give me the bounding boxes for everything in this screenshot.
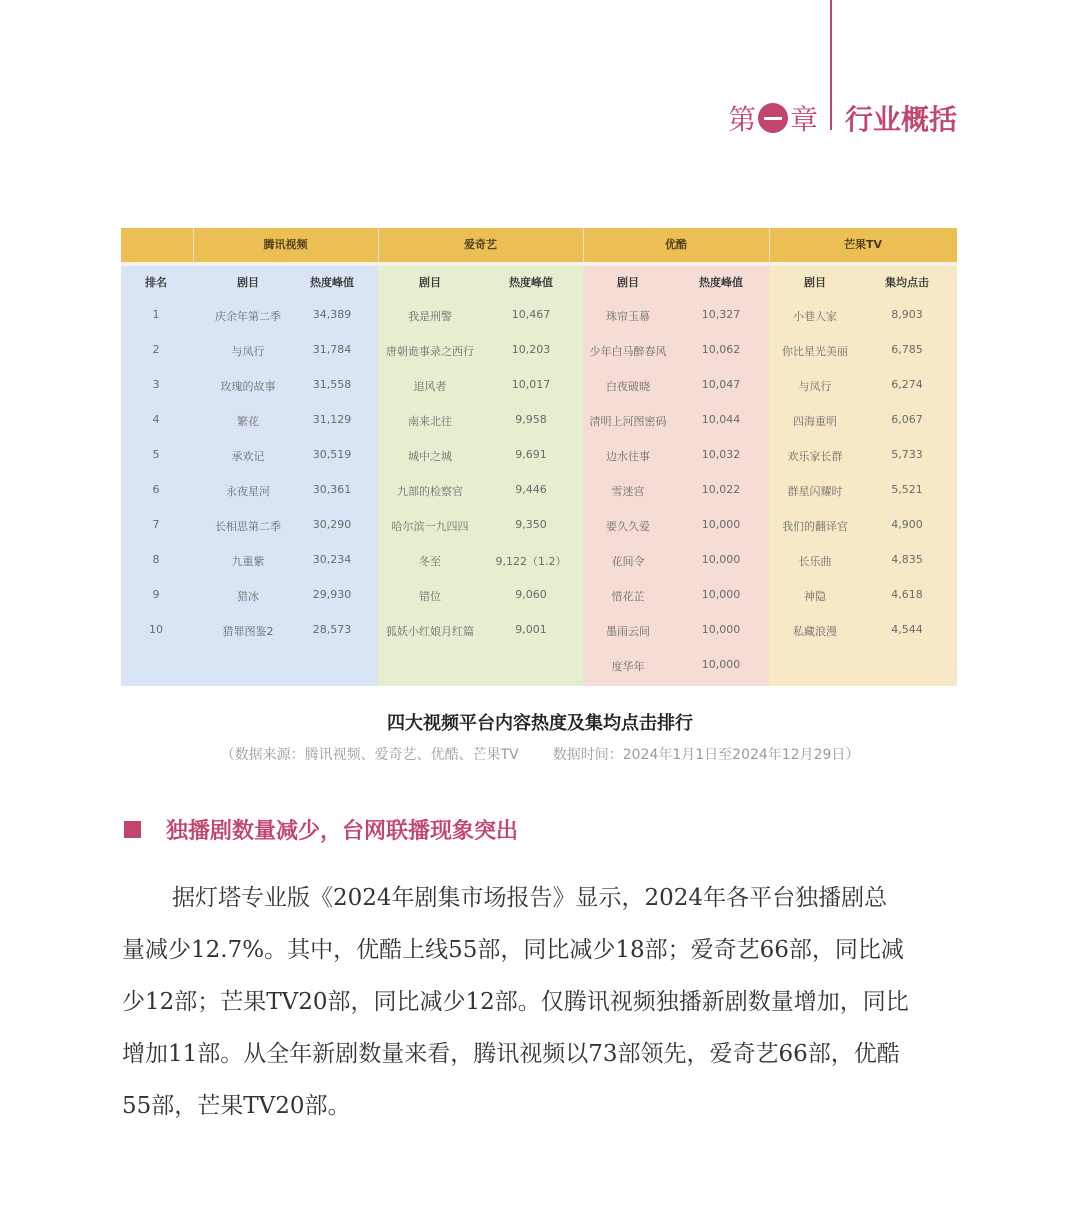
body-paragraph [122,872,967,1132]
mango-title-cell: 小巷人家 [793,310,837,323]
tencent-title-cell: 永夜星河 [226,485,270,498]
time-text: 数据时间：2024年1月1日至2024年12月29日） [552,747,860,763]
youku-heat-cell: 10,044 [701,413,741,426]
tencent-heat-cell: 30,519 [312,448,352,461]
column-header: 排名 [145,276,167,289]
mango-title-cell: 四海重明 [793,415,837,428]
mango-title-cell: 与凤行 [798,380,832,393]
mango-title-cell: 长乐曲 [798,555,832,568]
rank-cell: 6 [152,483,160,496]
youku-heat-cell: 10,062 [701,343,741,356]
youku-heat-cell: 10,327 [701,308,741,321]
table-source-note [0,744,1080,764]
mango-clicks-cell: 6,067 [891,413,923,426]
tencent-title-cell: 九重紫 [231,555,265,568]
header-divider-line [830,0,832,130]
rank-cell: 9 [152,588,160,601]
table-caption: 四大视频平台内容热度及集均点击排行 [387,713,693,734]
column-header: 热度峰值 [699,276,743,289]
section-title: 行业概括 [845,103,958,136]
chapter-label [728,98,818,138]
paragraph-line: 少12部；芒果TV20部，同比减少12部。仅腾讯视频独播新剧数量增加，同比 [122,989,909,1015]
tencent-heat-cell: 28,573 [312,623,352,636]
iqiyi-title-cell: 狐妖小红娘月红篇 [386,625,474,638]
rank-cell: 1 [152,308,160,321]
mango-clicks-cell: 5,521 [891,483,923,496]
mango-title-cell: 欢乐家长群 [787,450,843,463]
youku-title-cell: 清明上河图密码 [589,415,667,428]
column-header: 热度峰值 [310,276,354,289]
mango-clicks-cell: 4,618 [891,588,923,601]
iqiyi-heat-cell: 9,958 [515,413,547,426]
iqiyi-heat-cell: 10,467 [511,308,551,321]
paragraph-line: 量减少12.7%。其中，优酷上线55部，同比减少18部；爱奇艺66部，同比减 [122,937,904,963]
iqiyi-title-cell: 城中之城 [408,450,452,463]
youku-title-cell: 要久久爱 [606,520,650,533]
column-header: 剧目 [419,276,441,289]
mango-clicks-cell: 6,785 [891,343,923,356]
iqiyi-title-cell: 南来北往 [408,415,452,428]
tencent-heat-cell: 30,234 [312,553,352,566]
mango-clicks-cell: 5,733 [891,448,923,461]
column-header: 剧目 [237,276,259,289]
mango-clicks-cell: 4,835 [891,553,923,566]
tencent-heat-cell: 31,558 [312,378,352,391]
mango-clicks-cell: 6,274 [891,378,923,391]
iqiyi-heat-cell: 9,001 [515,623,547,636]
youku-title-cell: 少年白马醉春风 [589,345,667,358]
youku-title-cell: 花间令 [611,555,645,568]
rank-cell: 10 [149,623,163,636]
tencent-title-cell: 长相思第二季 [215,520,281,533]
tencent-heat-cell: 29,930 [312,588,352,601]
iqiyi-heat-cell: 10,017 [511,378,551,391]
paragraph-line: 据灯塔专业版《2024年剧集市场报告》显示，2024年各平台独播剧总 [172,885,888,911]
chapter-number-badge [758,103,788,133]
youku-heat-cell: 10,000 [701,658,741,671]
section-heading: 独播剧数量减少，台网联播现象突出 [166,819,519,844]
youku-title-cell: 墨雨云间 [606,625,650,638]
column-header: 剧目 [617,276,639,289]
youku-heat-cell: 10,000 [701,518,741,531]
ranking-table [121,228,957,686]
tencent-heat-cell: 30,361 [312,483,352,496]
iqiyi-title-cell: 哈尔滨一九四四 [391,520,469,533]
mango-title-cell: 我们的翻译官 [782,520,848,533]
platform-tencent: 腾讯视频 [263,238,308,251]
mango-title-cell: 神隐 [804,590,826,603]
tencent-heat-cell: 31,784 [312,343,352,356]
iqiyi-heat-cell: 9,060 [515,588,547,601]
youku-heat-cell: 10,000 [701,553,741,566]
column-header: 热度峰值 [509,276,553,289]
youku-heat-cell: 10,000 [701,588,741,601]
column-header: 剧目 [804,276,826,289]
iqiyi-heat-cell: 9,446 [515,483,547,496]
rank-cell: 2 [152,343,160,356]
mango-title-cell: 私藏浪漫 [793,625,837,638]
iqiyi-title-cell: 唐朝诡事录之西行 [386,345,474,358]
mango-clicks-cell: 8,903 [891,308,923,321]
mango-clicks-cell: 4,544 [891,623,923,636]
youku-title-cell: 度华年 [611,660,645,673]
youku-heat-cell: 10,047 [701,378,741,391]
tencent-title-cell: 繁花 [237,415,259,428]
youku-title-cell: 珠帘玉幕 [606,310,650,323]
tencent-heat-cell: 31,129 [312,413,352,426]
iqiyi-title-cell: 冬至 [419,555,441,568]
iqiyi-heat-cell: 9,350 [515,518,547,531]
source-text: （数据来源：腾讯视频、爱奇艺、优酷、芒果TV [220,747,519,763]
youku-heat-cell: 10,022 [701,483,741,496]
youku-heat-cell: 10,032 [701,448,741,461]
iqiyi-heat-cell: 9,122（1.2） [495,555,567,568]
platform-iqiyi: 爱奇艺 [464,238,497,251]
tencent-title-cell: 庆余年第二季 [215,310,281,323]
youku-title-cell: 惜花芷 [611,590,645,603]
paragraph-line: 增加11部。从全年新剧数量来看，腾讯视频以73部领先，爱奇艺66部，优酷 [122,1041,900,1067]
youku-heat-cell: 10,000 [701,623,741,636]
tencent-heat-cell: 34,389 [312,308,352,321]
tencent-title-cell: 与凤行 [231,345,265,358]
iqiyi-title-cell: 错位 [419,590,441,603]
mango-clicks-cell: 4,900 [891,518,923,531]
platform-mango: 芒果TV [843,238,883,251]
rank-cell: 3 [152,378,160,391]
rank-cell: 4 [152,413,160,426]
youku-title-cell: 雪迷宫 [611,485,645,498]
platform-youku: 优酷 [665,238,687,251]
rank-cell: 5 [152,448,160,461]
mango-title-cell: 你比星光美丽 [782,345,848,358]
chapter-prefix: 第 [728,103,757,136]
paragraph-line: 55部，芒果TV20部。 [122,1093,351,1119]
tencent-title-cell: 猎冰 [237,590,259,603]
rank-cell: 7 [152,518,160,531]
iqiyi-heat-cell: 10,203 [511,343,551,356]
iqiyi-title-cell: 九部的检察官 [397,485,463,498]
youku-title-cell: 白夜破晓 [606,380,650,393]
chapter-suffix: 章 [790,103,819,136]
rank-cell: 8 [152,553,160,566]
heading-square-icon [124,821,141,838]
iqiyi-title-cell: 追风者 [413,380,447,393]
mango-title-cell: 群星闪耀时 [787,485,843,498]
tencent-title-cell: 猎罪图鉴2 [222,625,274,638]
tencent-title-cell: 承欢记 [231,450,265,463]
column-header: 集均点击 [885,276,929,289]
iqiyi-heat-cell: 9,691 [515,448,547,461]
iqiyi-title-cell: 我是刑警 [408,310,452,323]
tencent-title-cell: 玫瑰的故事 [220,380,276,393]
youku-title-cell: 边水往事 [606,450,650,463]
tencent-heat-cell: 30,290 [312,518,352,531]
